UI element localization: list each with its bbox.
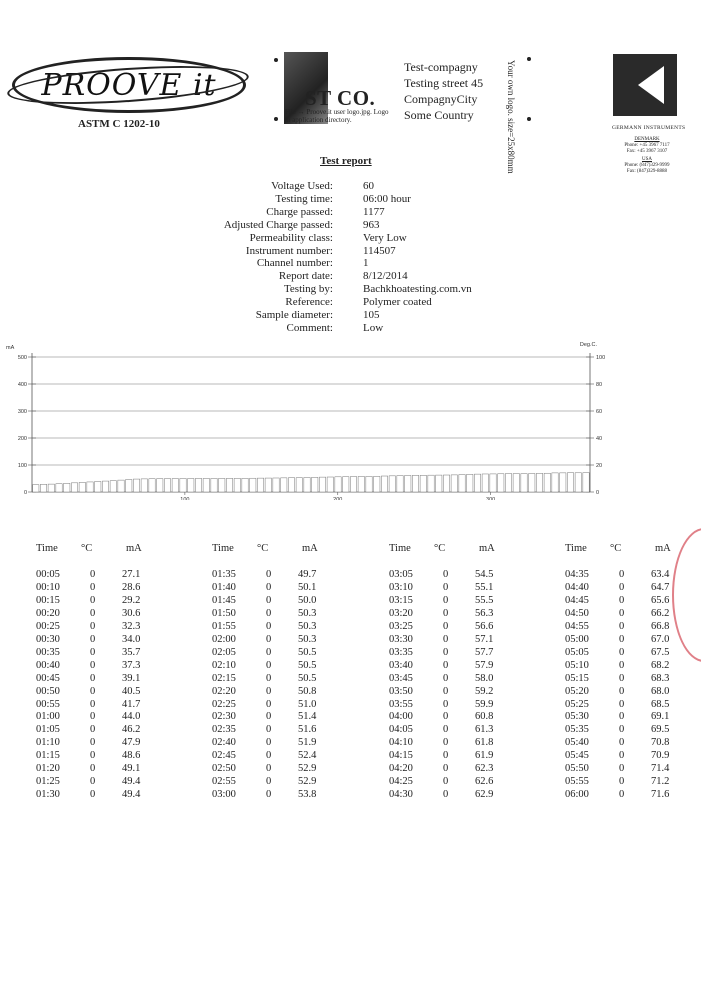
field-value: 8/12/2014: [363, 270, 408, 283]
cell-time: 03:50: [389, 685, 413, 697]
cell-temp: 0: [90, 724, 96, 736]
cell-time: 00:55: [36, 698, 60, 710]
logo-size-note: Your own logo. size=25x80mm: [506, 60, 516, 174]
cell-time: 03:10: [389, 581, 413, 593]
field-value: 06:00 hour: [363, 192, 411, 205]
cell-time: 00:40: [36, 659, 60, 671]
cell-time: 01:30: [36, 789, 60, 801]
cell-ma: 53.8: [298, 789, 317, 801]
cell-ma: 52.4: [298, 750, 317, 762]
cell-temp: 0: [619, 789, 625, 801]
cell-ma: 66.8: [651, 620, 670, 632]
cell-temp: 0: [443, 581, 449, 593]
cell-ma: 68.3: [651, 672, 670, 684]
right-tick-label: 20: [596, 463, 603, 469]
cell-temp: 0: [266, 633, 272, 645]
cell-ma: 47.9: [122, 737, 141, 749]
cell-temp: 0: [443, 620, 449, 632]
cell-ma: 65.6: [651, 594, 670, 606]
contact-line: Fax: (847)329-8888: [626, 169, 668, 174]
cell-temp: 0: [619, 620, 625, 632]
cell-temp: 0: [266, 750, 272, 762]
cell-time: 02:00: [212, 633, 236, 645]
cell-time: 00:10: [36, 581, 60, 593]
cell-temp: 0: [619, 724, 625, 736]
field-label: Sample diameter:: [255, 309, 333, 321]
contact-line: Phone: (847)329-9999: [624, 163, 670, 168]
cell-temp: 0: [619, 698, 625, 710]
cell-time: 04:10: [389, 737, 413, 749]
left-tick-label: 0: [23, 490, 27, 496]
cell-ma: 32.3: [122, 620, 141, 632]
cell-temp: 0: [443, 711, 449, 723]
cell-ma: 50.5: [298, 672, 317, 684]
cell-time: 03:20: [389, 607, 413, 619]
cell-ma: 51.0: [298, 698, 317, 710]
cell-ma: 49.1: [122, 763, 141, 775]
cell-temp: 0: [90, 698, 96, 710]
address-line: CompagnyCity: [404, 92, 478, 106]
cell-temp: 0: [443, 646, 449, 658]
cell-temp: 0: [90, 685, 96, 697]
cell-time: 02:30: [212, 711, 236, 723]
cell-ma: 50.5: [298, 659, 317, 671]
left-tick-label: 100: [17, 463, 27, 469]
cell-temp: 0: [266, 711, 272, 723]
company-logo-note: File → Proove.it user logo.jpg. Logo in application directory.: [285, 108, 389, 124]
field-value: 1: [363, 257, 369, 270]
cell-time: 04:05: [389, 724, 413, 736]
cell-ma: 67.5: [651, 646, 670, 658]
cell-time: 05:45: [565, 750, 589, 762]
cell-temp: 0: [443, 685, 449, 697]
cell-temp: 0: [619, 569, 625, 580]
address-line: Some Country: [404, 108, 474, 122]
cell-temp: 0: [90, 750, 96, 762]
cell-time: 05:25: [565, 698, 589, 710]
cell-ma: 66.2: [651, 607, 670, 619]
cell-ma: 61.8: [475, 737, 494, 749]
field-label: Reference:: [285, 296, 333, 309]
cell-ma: 58.0: [475, 672, 494, 684]
cell-time: 00:15: [36, 594, 60, 606]
cell-temp: 0: [266, 672, 272, 684]
cell-time: 01:15: [36, 750, 60, 762]
cell-time: 05:35: [565, 724, 589, 736]
cell-ma: 69.5: [651, 724, 670, 736]
contact-line: DENMARK: [634, 137, 660, 142]
field-label: Charge passed:: [266, 205, 333, 218]
field-label: Voltage Used:: [271, 180, 333, 192]
right-tick-label: 0: [596, 490, 600, 496]
header-temp: °C: [257, 543, 269, 554]
cell-time: 00:05: [36, 569, 60, 580]
cell-temp: 0: [443, 569, 449, 580]
cell-ma: 60.8: [475, 711, 494, 723]
cell-temp: 0: [443, 737, 449, 749]
proove-it-logo-text: PROOVE it: [41, 67, 217, 103]
cell-time: 01:20: [36, 763, 60, 775]
standard-label: ASTM C 1202-10: [78, 118, 160, 130]
cell-temp: 0: [266, 581, 272, 593]
cell-ma: 68.2: [651, 659, 670, 671]
cell-ma: 28.6: [122, 581, 141, 593]
cell-temp: 0: [266, 737, 272, 749]
cell-temp: 0: [619, 581, 625, 593]
cell-ma: 71.2: [651, 776, 670, 788]
cell-ma: 68.5: [651, 698, 670, 710]
contact-line: USA: [641, 157, 652, 162]
address-line: Testing street 45: [404, 76, 484, 90]
cell-temp: 0: [90, 633, 96, 645]
cell-ma: 54.5: [475, 569, 494, 580]
cell-ma: 71.6: [651, 789, 670, 801]
cell-time: 01:10: [36, 737, 60, 749]
instrument-brand: GERMANN INSTRUMENTS: [612, 125, 686, 131]
cell-time: 00:50: [36, 685, 60, 697]
header-time: Time: [565, 543, 587, 554]
header-ma: mA: [126, 543, 142, 554]
cell-time: 04:35: [565, 569, 589, 580]
field-value: Bachkhoatesting.com.vn: [363, 283, 472, 296]
cell-time: 05:50: [565, 763, 589, 775]
cell-temp: 0: [443, 763, 449, 775]
cell-ma: 50.8: [298, 685, 317, 697]
field-label: Comment:: [286, 321, 333, 334]
cell-time: 03:55: [389, 698, 413, 710]
cell-ma: 51.9: [298, 737, 317, 749]
cell-ma: 50.5: [298, 646, 317, 658]
cell-time: 05:10: [565, 659, 589, 671]
cell-ma: 49.4: [122, 776, 141, 788]
cell-temp: 0: [619, 737, 625, 749]
cell-time: 04:45: [565, 594, 589, 606]
cell-ma: 57.7: [475, 646, 494, 658]
cell-ma: 70.8: [651, 737, 670, 749]
cell-ma: 41.7: [122, 698, 141, 710]
field-value: 1177: [363, 205, 385, 218]
cell-ma: 57.9: [475, 659, 494, 671]
cell-ma: 61.9: [475, 750, 494, 762]
cell-temp: 0: [90, 569, 96, 580]
left-tick-label: 300: [17, 409, 27, 415]
cell-ma: 44.0: [122, 711, 141, 723]
cell-temp: 0: [443, 750, 449, 762]
cell-temp: 0: [90, 776, 96, 788]
header-ma: mA: [655, 543, 671, 554]
right-tick-label: 80: [596, 382, 603, 388]
cell-ma: 52.9: [298, 776, 317, 788]
cell-ma: 40.5: [122, 685, 141, 697]
field-label: Permeability class:: [249, 231, 333, 244]
cell-time: 00:25: [36, 620, 60, 632]
cell-ma: 50.0: [298, 594, 317, 606]
cell-time: 03:05: [389, 569, 413, 580]
left-tick-label: 400: [17, 382, 27, 388]
header-temp: °C: [610, 543, 622, 554]
cell-time: 00:35: [36, 646, 60, 658]
cell-temp: 0: [443, 607, 449, 619]
cell-time: 02:50: [212, 763, 236, 775]
cell-temp: 0: [266, 789, 272, 801]
header-ma: mA: [302, 543, 318, 554]
cell-time: 05:00: [565, 633, 589, 645]
cell-ma: 62.9: [475, 789, 494, 801]
cell-temp: 0: [90, 620, 96, 632]
cell-temp: 0: [443, 789, 449, 801]
cell-temp: 0: [619, 685, 625, 697]
cell-time: 04:20: [389, 763, 413, 775]
cell-time: 02:15: [212, 672, 236, 684]
report-title: Test report: [320, 155, 372, 167]
cell-temp: 0: [619, 750, 625, 762]
cell-time: 01:40: [212, 581, 236, 593]
cell-ma: 64.7: [651, 581, 670, 593]
cell-ma: 51.6: [298, 724, 317, 736]
cell-ma: 55.1: [475, 581, 494, 593]
header-temp: °C: [81, 543, 93, 554]
cell-ma: 50.1: [298, 581, 317, 593]
header-time: Time: [36, 543, 58, 554]
field-label: Testing time:: [275, 192, 333, 205]
cell-ma: 29.2: [122, 594, 141, 606]
cell-temp: 0: [266, 594, 272, 606]
cell-ma: 30.6: [122, 607, 141, 619]
cell-time: 01:35: [212, 569, 236, 580]
cell-time: 01:50: [212, 607, 236, 619]
cell-time: 02:55: [212, 776, 236, 788]
cell-ma: 49.7: [298, 569, 317, 580]
cell-ma: 70.9: [651, 750, 670, 762]
cell-ma: 69.1: [651, 711, 670, 723]
field-label: Instrument number:: [245, 244, 333, 257]
cell-temp: 0: [619, 594, 625, 606]
cell-time: 03:25: [389, 620, 413, 632]
cell-time: 06:00: [565, 789, 589, 801]
right-tick-label: 40: [596, 436, 603, 442]
cell-temp: 0: [619, 659, 625, 671]
company-logo-text: ST CO.: [305, 86, 376, 110]
cell-ma: 56.6: [475, 620, 494, 632]
field-value: Polymer coated: [363, 296, 432, 309]
field-value: 105: [363, 309, 380, 321]
cell-time: 04:15: [389, 750, 413, 762]
header-temp: °C: [434, 543, 446, 554]
cell-temp: 0: [619, 776, 625, 788]
address-line: Test-compagny: [404, 60, 478, 74]
cell-time: 03:00: [212, 789, 236, 801]
cell-temp: 0: [266, 698, 272, 710]
cell-time: 02:40: [212, 737, 236, 749]
cell-temp: 0: [266, 763, 272, 775]
cell-temp: 0: [619, 633, 625, 645]
header-time: Time: [212, 543, 234, 554]
cell-temp: 0: [619, 763, 625, 775]
cell-temp: 0: [619, 607, 625, 619]
header-time: Time: [389, 543, 411, 554]
cell-time: 04:00: [389, 711, 413, 723]
cell-temp: 0: [90, 646, 96, 658]
cell-temp: 0: [90, 594, 96, 606]
cell-ma: 52.9: [298, 763, 317, 775]
cell-temp: 0: [266, 659, 272, 671]
cell-time: 05:40: [565, 737, 589, 749]
cell-time: 03:15: [389, 594, 413, 606]
cell-ma: 61.3: [475, 724, 494, 736]
cell-temp: 0: [266, 569, 272, 580]
right-axis-label: Deg.C.: [579, 342, 597, 348]
cell-temp: 0: [90, 672, 96, 684]
cell-time: 01:00: [36, 711, 60, 723]
cell-temp: 0: [90, 737, 96, 749]
cell-time: 04:50: [565, 607, 589, 619]
field-value: 60: [363, 180, 374, 192]
field-value: Low: [363, 321, 384, 334]
cell-temp: 0: [443, 776, 449, 788]
header-ma: mA: [479, 543, 495, 554]
cell-temp: 0: [266, 646, 272, 658]
field-label: Report date:: [278, 270, 333, 283]
cell-time: 00:30: [36, 633, 60, 645]
cell-ma: 59.9: [475, 698, 494, 710]
right-tick-label: 60: [596, 409, 603, 415]
cell-ma: 48.6: [122, 750, 141, 762]
cell-temp: 0: [619, 711, 625, 723]
cell-time: 05:15: [565, 672, 589, 684]
cell-time: 05:05: [565, 646, 589, 658]
cell-time: 05:20: [565, 685, 589, 697]
cell-temp: 0: [90, 789, 96, 801]
cell-time: 02:20: [212, 685, 236, 697]
cell-time: 01:05: [36, 724, 60, 736]
cell-temp: 0: [443, 633, 449, 645]
cell-temp: 0: [90, 659, 96, 671]
cell-time: 02:10: [212, 659, 236, 671]
cell-ma: 34.0: [122, 633, 141, 645]
cell-ma: 71.4: [651, 763, 670, 775]
left-axis-label: mA: [6, 345, 15, 351]
cell-temp: 0: [443, 698, 449, 710]
cell-temp: 0: [90, 711, 96, 723]
cell-temp: 0: [90, 763, 96, 775]
cell-time: 04:40: [565, 581, 589, 593]
cell-temp: 0: [443, 659, 449, 671]
cell-time: 01:55: [212, 620, 236, 632]
cell-ma: 51.4: [298, 711, 317, 723]
cell-temp: 0: [443, 594, 449, 606]
field-value: Very Low: [363, 231, 407, 244]
cell-time: 03:30: [389, 633, 413, 645]
right-tick-label: 100: [596, 355, 606, 361]
cell-temp: 0: [90, 581, 96, 593]
cell-ma: 35.7: [122, 646, 141, 658]
cell-temp: 0: [443, 724, 449, 736]
cell-ma: 27.1: [122, 569, 141, 580]
cell-ma: 39.1: [122, 672, 141, 684]
cell-time: 03:35: [389, 646, 413, 658]
cell-time: 04:30: [389, 789, 413, 801]
cell-ma: 56.3: [475, 607, 494, 619]
cell-ma: 68.0: [651, 685, 670, 697]
cell-time: 05:55: [565, 776, 589, 788]
cell-time: 01:45: [212, 594, 236, 606]
field-label: Adjusted Charge passed:: [223, 218, 333, 231]
cell-time: 02:05: [212, 646, 236, 658]
field-label: Channel number:: [256, 257, 333, 270]
cell-time: 01:25: [36, 776, 60, 788]
cell-temp: 0: [266, 776, 272, 788]
cell-temp: 0: [619, 646, 625, 658]
cell-time: 03:40: [389, 659, 413, 671]
cell-time: 04:25: [389, 776, 413, 788]
cell-ma: 55.5: [475, 594, 494, 606]
contact-line: Fax: +45 3967 3107: [626, 149, 668, 154]
cell-ma: 49.4: [122, 789, 141, 801]
cell-ma: 59.2: [475, 685, 494, 697]
cell-ma: 63.4: [651, 569, 670, 580]
left-tick-label: 200: [17, 436, 27, 442]
contact-line: Phone: +45 3967 7117: [624, 143, 670, 148]
cell-temp: 0: [619, 672, 625, 684]
cell-ma: 46.2: [122, 724, 141, 736]
x-tick-label: 200: [333, 497, 343, 500]
cell-ma: 62.6: [475, 776, 494, 788]
cell-ma: 67.0: [651, 633, 670, 645]
x-tick-label: 300: [486, 497, 496, 500]
field-value: 114507: [363, 244, 396, 257]
cell-ma: 62.3: [475, 763, 494, 775]
cell-ma: 50.3: [298, 620, 317, 632]
cell-temp: 0: [90, 607, 96, 619]
cell-time: 02:25: [212, 698, 236, 710]
field-value: 963: [363, 218, 380, 231]
cell-ma: 57.1: [475, 633, 494, 645]
cell-temp: 0: [266, 724, 272, 736]
x-tick-label: 100: [180, 497, 190, 500]
cell-time: 03:45: [389, 672, 413, 684]
field-label: Testing by:: [283, 283, 333, 296]
cell-ma: 37.3: [122, 659, 141, 671]
cell-time: 02:45: [212, 750, 236, 762]
cell-time: 05:30: [565, 711, 589, 723]
cell-temp: 0: [443, 672, 449, 684]
cell-time: 00:20: [36, 607, 60, 619]
cell-time: 00:45: [36, 672, 60, 684]
cell-time: 02:35: [212, 724, 236, 736]
cell-ma: 50.3: [298, 633, 317, 645]
cell-temp: 0: [266, 607, 272, 619]
cell-temp: 0: [266, 620, 272, 632]
cell-temp: 0: [266, 685, 272, 697]
left-tick-label: 500: [17, 355, 27, 361]
cell-ma: 50.3: [298, 607, 317, 619]
cell-time: 04:55: [565, 620, 589, 632]
